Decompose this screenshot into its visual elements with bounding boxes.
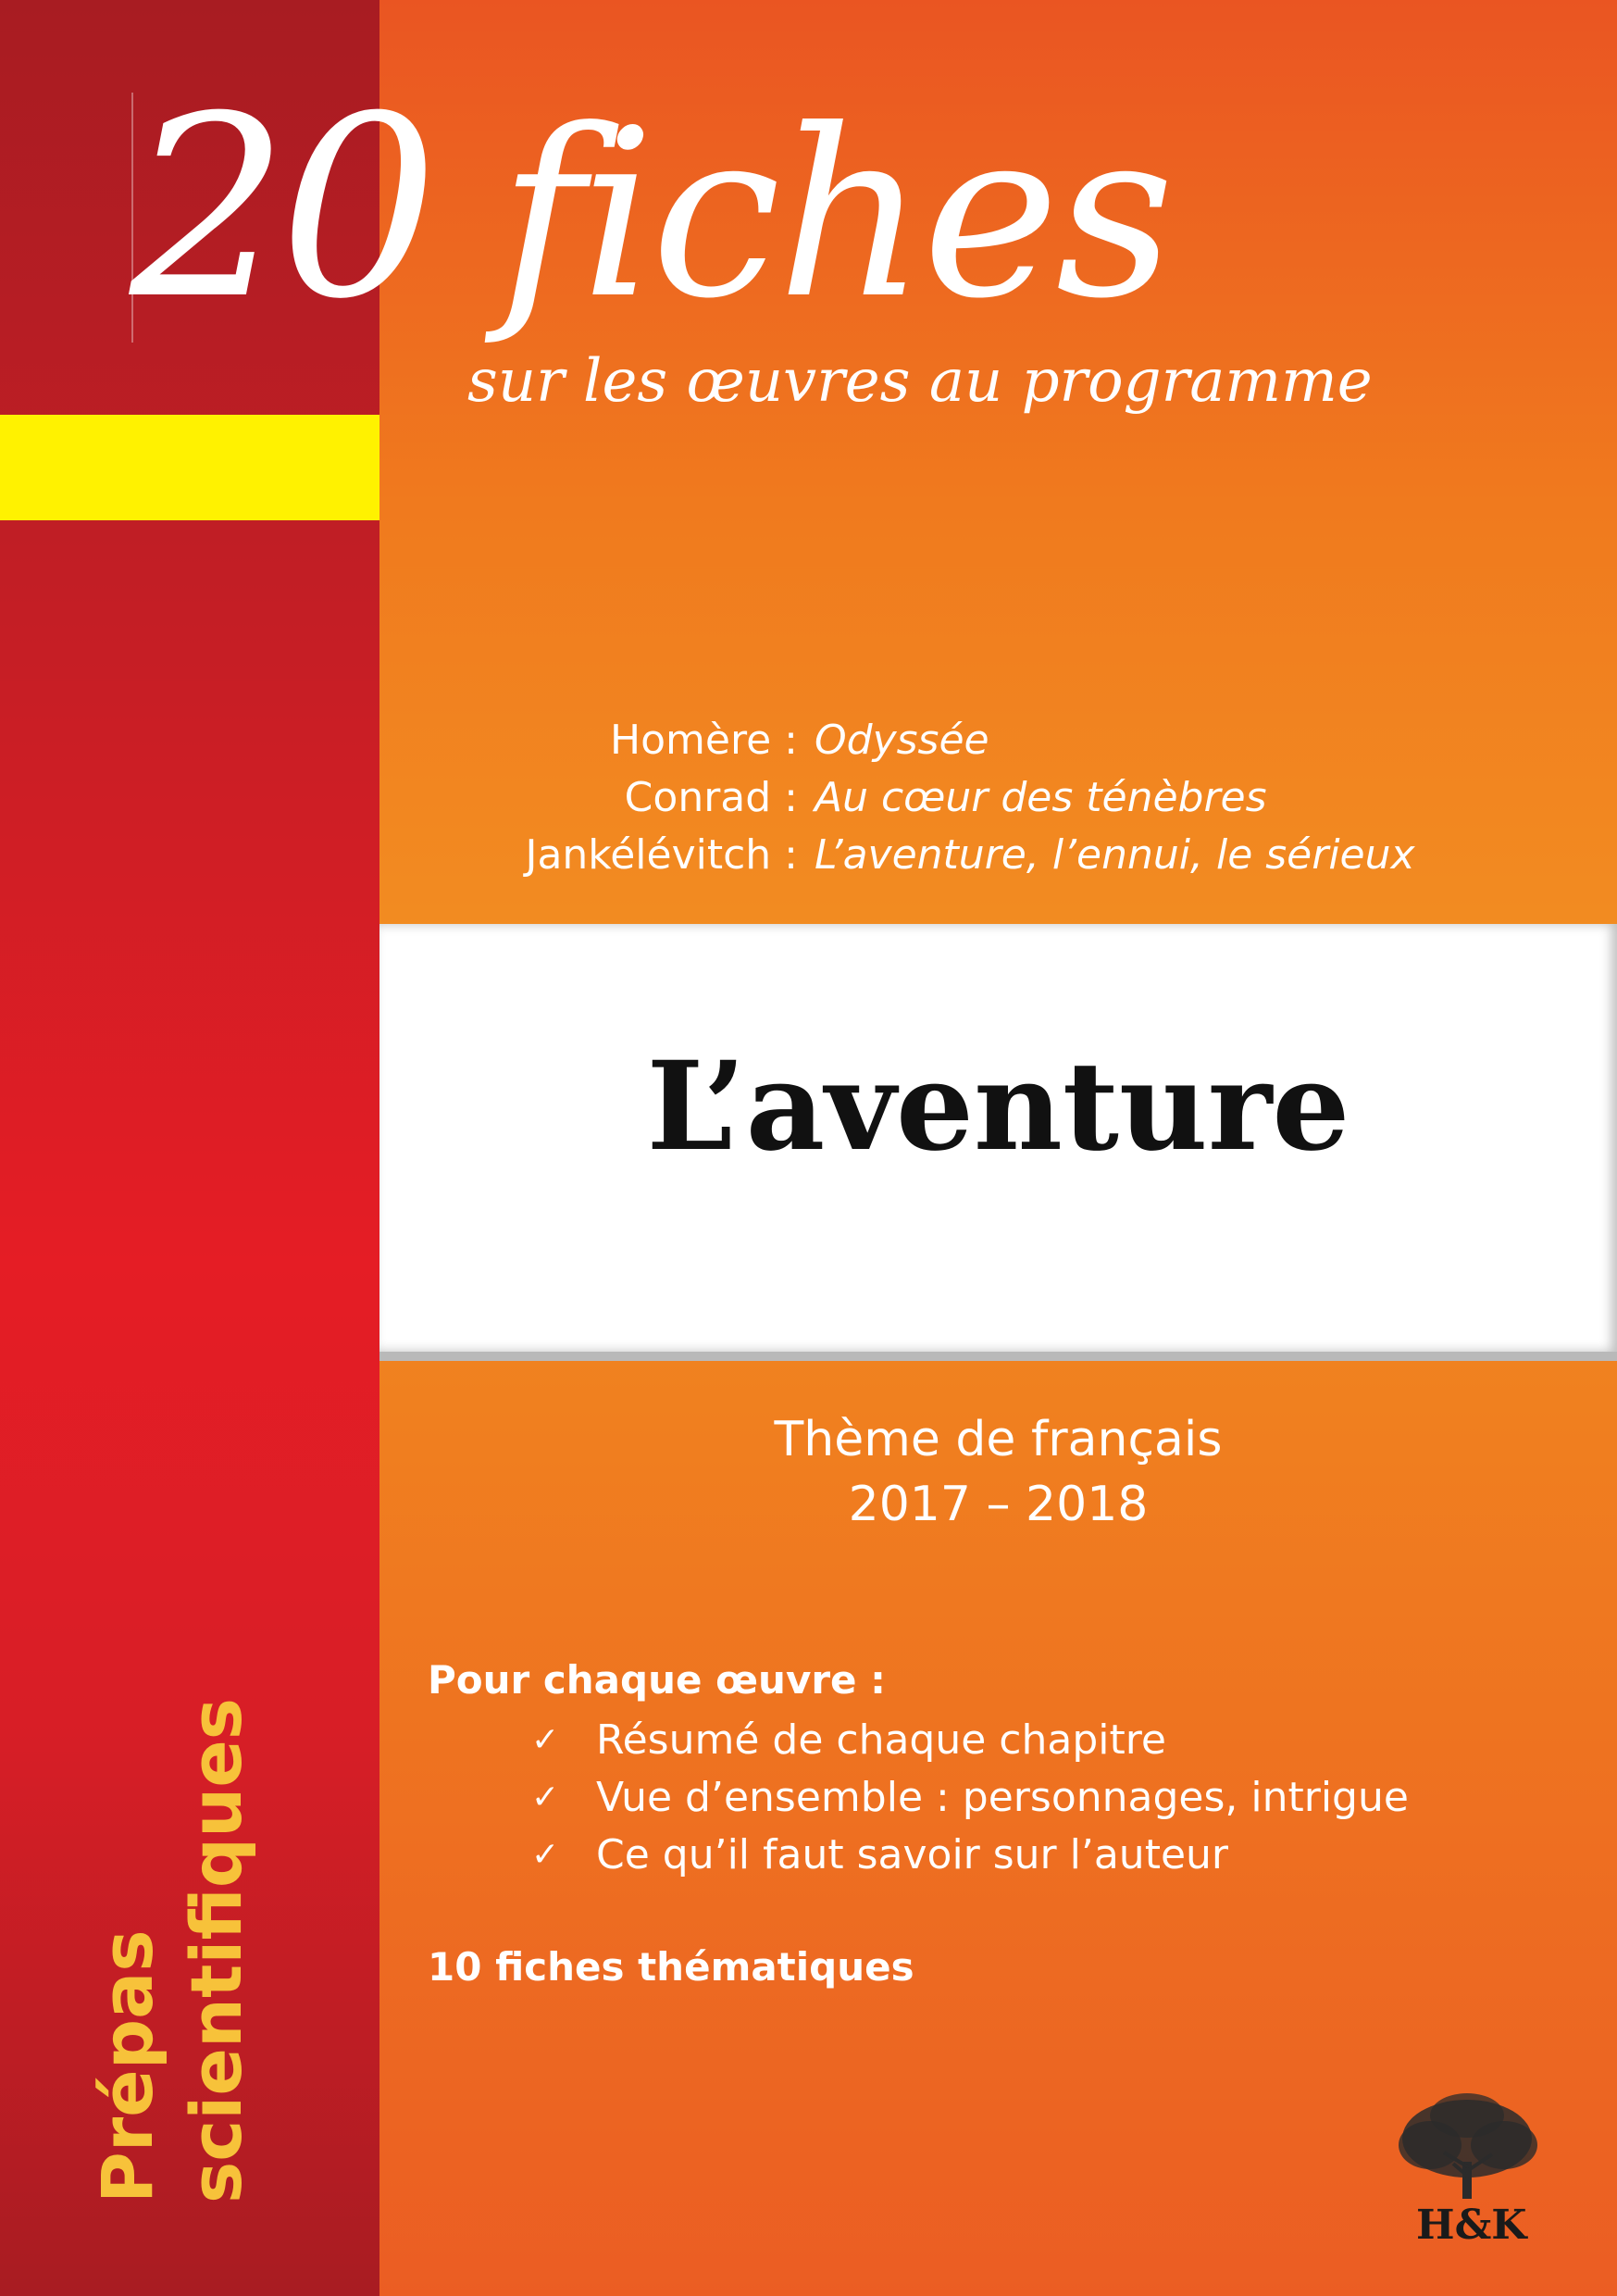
list-item [531, 1711, 1409, 1768]
contents-heading: Pour chaque œuvre : [428, 1657, 886, 1703]
author-work: L’aventure, l’ennui, le sérieux [815, 830, 1415, 879]
authors-list [518, 711, 1415, 883]
author-name: Jankélévitch : [525, 830, 798, 879]
author-row [518, 711, 1415, 768]
contents-checklist [531, 1711, 1409, 1883]
book-title: L’aventure [646, 1035, 1350, 1179]
author-work: Au cœur des ténèbres [815, 773, 1267, 821]
yellow-stripe [0, 415, 379, 520]
side-label [83, 1698, 261, 2203]
series-title [130, 62, 1171, 354]
series-word: fiches [499, 80, 1171, 349]
side-label-line1: Prépas [86, 1929, 168, 2203]
theme-block [379, 1407, 1617, 1537]
author-name: Conrad : [624, 773, 798, 821]
theme-years: 2017 – 2018 [848, 1477, 1149, 1532]
series-subtitle: sur les œuvres au programme [467, 347, 1373, 416]
thematic-sheets-note: 10 fiches thématiques [428, 1944, 914, 1990]
theme-label: Thème de français [774, 1412, 1223, 1467]
side-label-line2: scientifiques [175, 1698, 257, 2203]
list-item [531, 1826, 1409, 1883]
list-item-label: Vue d’ensemble : personnages, intrigue [596, 1773, 1409, 1821]
list-item-label: Résumé de chaque chapitre [596, 1716, 1166, 1764]
author-name: Homère : [610, 716, 798, 764]
author-row [518, 826, 1415, 883]
check-icon: ✓ [531, 1778, 560, 1816]
publisher-logo-text: H&K [1416, 2202, 1527, 2249]
check-icon: ✓ [531, 1835, 560, 1874]
author-row [518, 768, 1415, 826]
list-item-label: Ce qu’il faut savoir sur l’auteur [596, 1830, 1228, 1878]
list-item [531, 1768, 1409, 1826]
check-icon: ✓ [531, 1720, 560, 1759]
series-number: 20 [130, 62, 429, 354]
author-work: Odyssée [815, 716, 989, 764]
